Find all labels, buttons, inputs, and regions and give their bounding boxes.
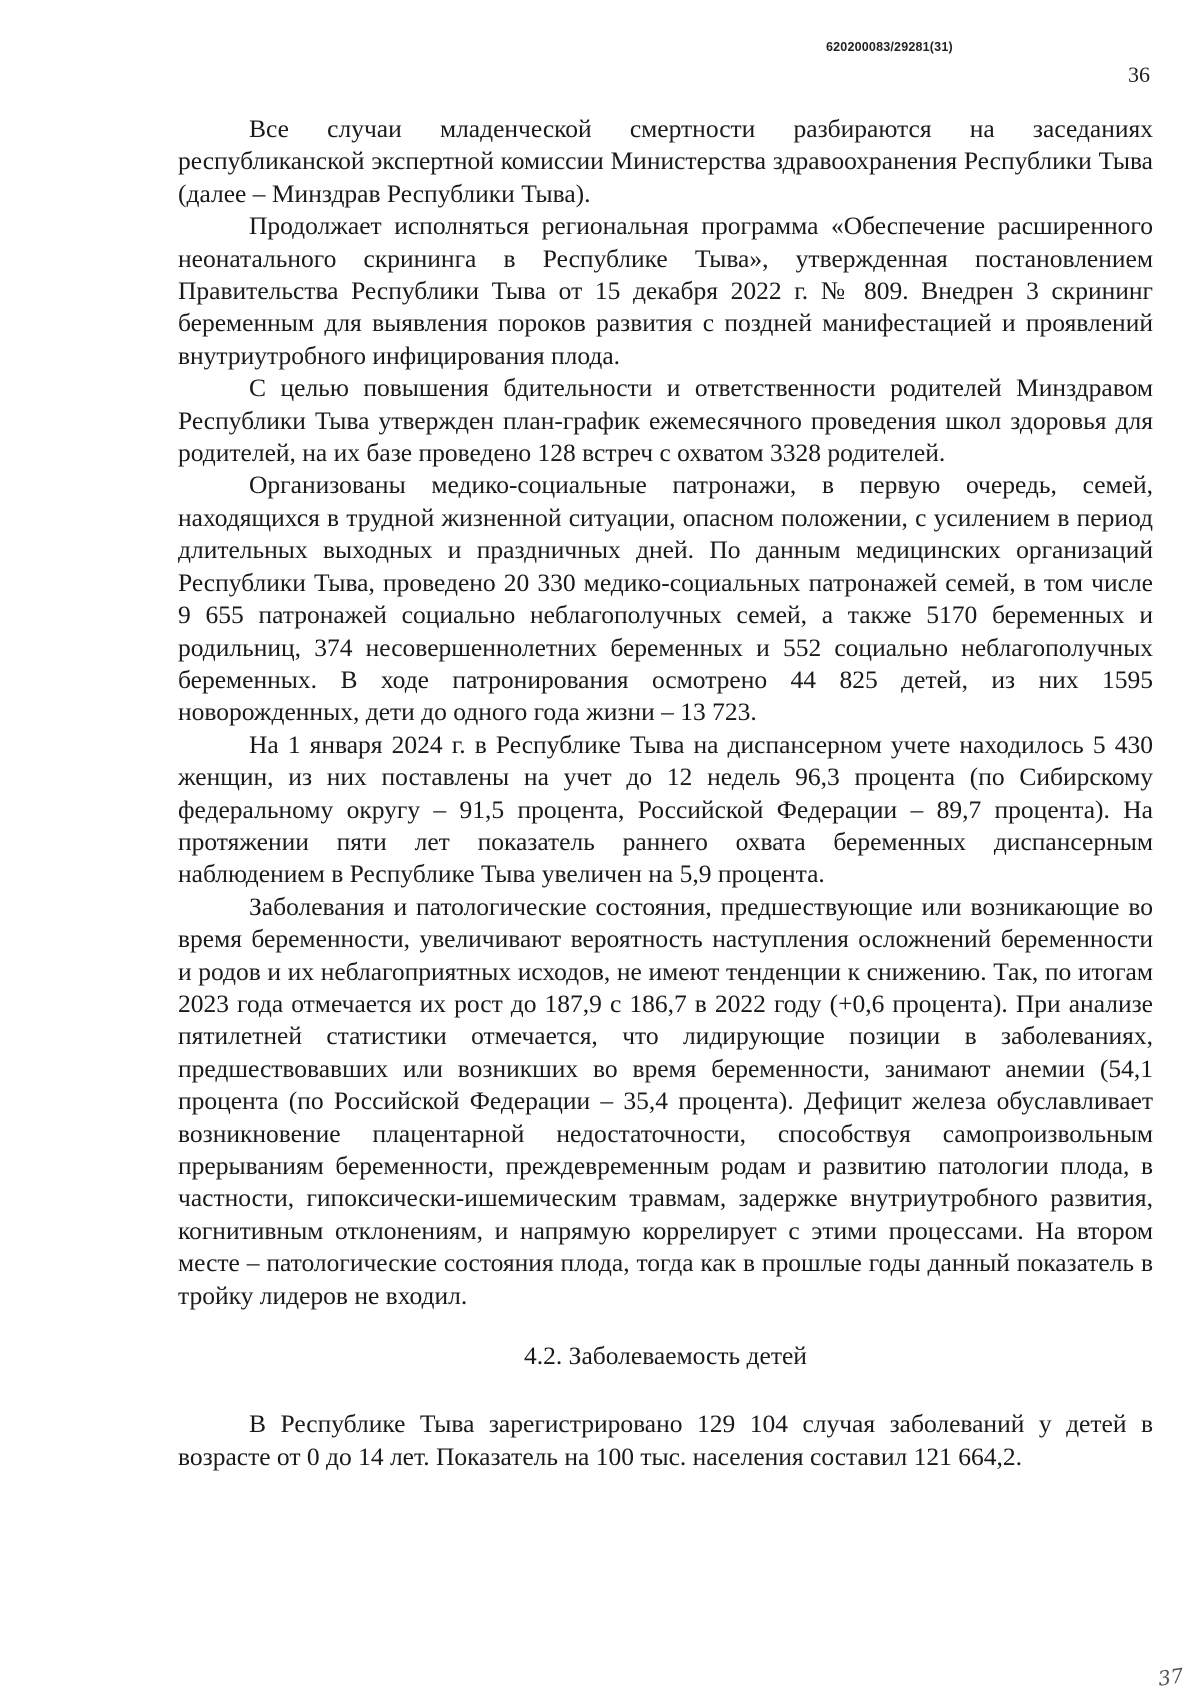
paragraph-dispensary-registration: На 1 января 2024 г. в Республике Тыва на диспансерном учете находилось 5 430 женщин, из них поставлены на учет до 12 недель 96,3 процента (по Сибирскому федеральному округу – 91,5 процента, Российской Федерации – 89,7 процента). На протяжении пяти лет показатель раннего охвата беременных диспансерным наблюдением в Республике Тыва увеличен на 5,9 процента. (178, 729, 1153, 889)
document-registration-number: 620200083/29281(31) (826, 40, 953, 54)
section-heading-child-morbidity: 4.2. Заболеваемость детей (524, 1341, 807, 1371)
document-body (178, 113, 1153, 1473)
paragraph-medical-social-patronage: Организованы медико-социальные патронажи, в первую очередь, семей, находящихся в трудной жизненной ситуации, опасном положении, с усилением в период длительных выходных и праздничных дней. По данным медицинских организаций Республики Тыва, проведено 20 330 медико-социальных патронажей семей, в том числе 9 655 патронажей социально неблагополучных семей, а также 5170 беременных и родильниц, 374 несовершеннолетних беременных и 552 социально неблагополучных беременных. В ходе патронирования осмотрено 44 825 детей, из них 1595 новорожденных, дети до одного года жизни – 13 723. (178, 470, 1153, 727)
paragraph-child-morbidity: В Республике Тыва зарегистрировано 129 104 случая заболеваний у детей в возрасте от 0 до 14 лет. Показатель на 100 тыс. населения составил 121 664,2. (178, 1409, 1153, 1471)
page-number: 36 (1128, 62, 1150, 87)
paragraph-neonatal-screening-program: Продолжает исполняться региональная программа «Обеспечение расширенного неонатального скрининга в Республике Тыва», утвержденная постановлением Правительства Республики Тыва от 15 декабря 2022 г. № 809. Внедрен 3 скрининг беременным для выявления пороков развития с поздней манифестацией и проявлений внутриутробного инфицирования плода. (178, 211, 1153, 370)
paragraph-infant-mortality-review: Все случаи младенческой смертности разбираются на заседаниях республиканской экспертной комиссии Министерства здравоохранения Республики Тыва (далее – Минздрав Республики Тыва). (178, 114, 1153, 208)
handwritten-page-mark: 37 (1156, 1663, 1185, 1691)
paragraph-pregnancy-diseases: Заболевания и патологические состояния, предшествующие или возникающие во время беременности, увеличивают вероятность наступления осложнений беременности и родов и их неблагоприятных исходов, не имеют тенденции к снижению. Так, по итогам 2023 года отмечается их рост до 187,9 с 186,7 в 2022 году (+0,6 процента). При анализе пятилетней статистики отмечается, что лидирующие позиции в заболеваниях, предшествовавших или возникших во время беременности, занимают анемии (54,1 процента (по Российской Федерации – 35,4 процента). Дефицит железа обуславливает возникновение плацентарной недостаточности, способствуя самопроизвольным прерываниям беременности, преждевременным родам и развитию патологии плода, в частности, гипоксически-ишемическим травмам, задержке внутриутробного развития, когнитивным отклонениям, и напрямую коррелирует с этими процессами. На втором месте – патологические состояния плода, тогда как в прошлые годы данный показатель в тройку лидеров не входил. (178, 891, 1153, 1310)
paragraph-parent-health-schools: С целью повышения бдительности и ответственности родителей Минздравом Республики Тыва утвержден план-график ежемесячного проведения школ здоровья для родителей, на их базе проведено 128 встреч с охватом 3328 родителей. (178, 373, 1153, 468)
